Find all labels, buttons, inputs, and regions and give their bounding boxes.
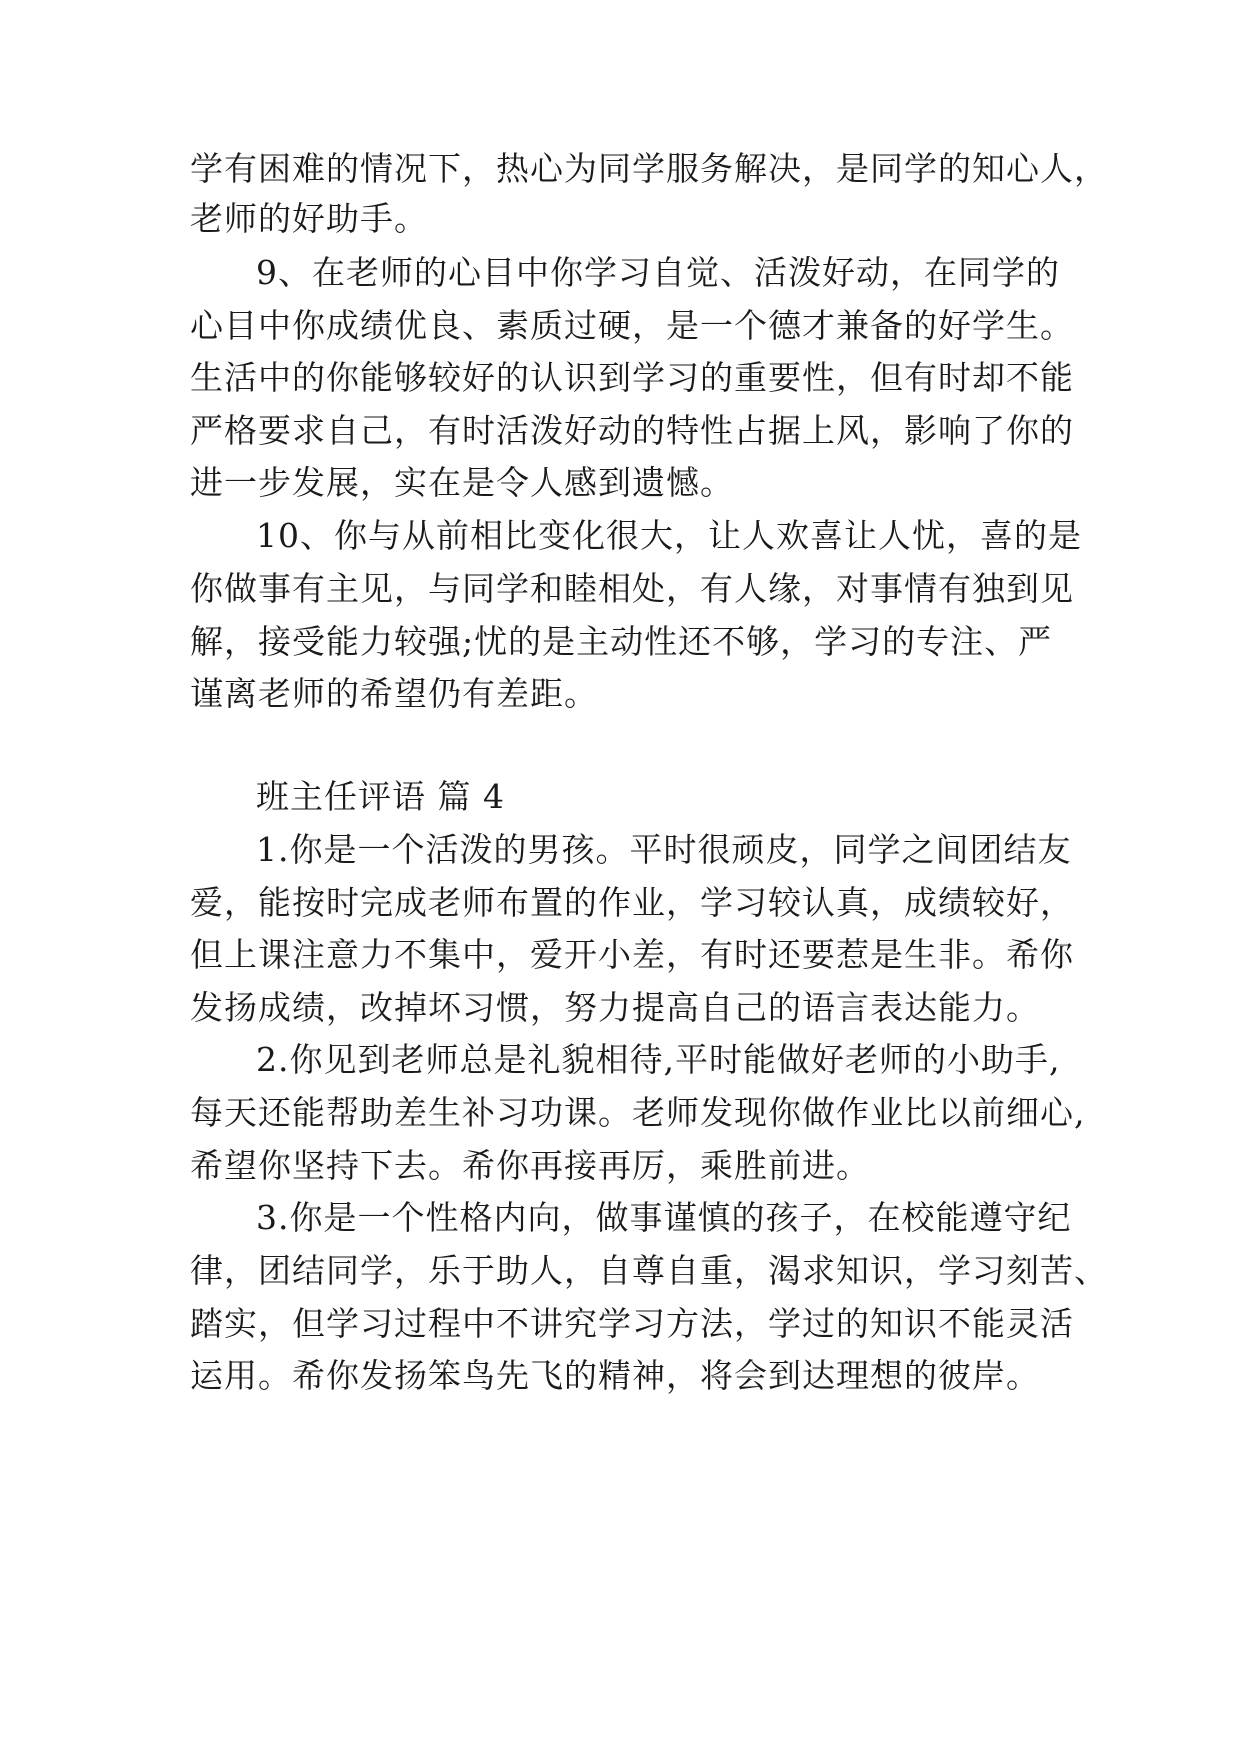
entry-3-line: 律，团结同学，乐于助人，自尊自重，渴求知识，学习刻苦、	[190, 1251, 1108, 1290]
entry-1-line: 爱，能按时完成老师布置的作业，学习较认真，成绩较好，	[190, 883, 1074, 922]
item-9-line: 心目中你成绩优良、素质过硬，是一个德才兼备的好学生。	[190, 306, 1074, 345]
item-10-line: 你做事有主见，与同学和睦相处，有人缘，对事情有独到见	[190, 569, 1074, 608]
item-10-line: 解，接受能力较强;忧的是主动性还不够，学习的专注、严	[190, 622, 1053, 661]
entry-3-line: 运用。希你发扬笨鸟先飞的精神，将会到达理想的彼岸。	[190, 1356, 1040, 1395]
item-10-line: 10、你与从前相比变化很大，让人欢喜让人忧，喜的是	[256, 516, 1082, 555]
entry-1-line: 但上课注意力不集中，爱开小差，有时还要惹是生非。希你	[190, 935, 1074, 974]
entry-2-line: 每天还能帮助差生补习功课。老师发现你做作业比以前细心,	[190, 1093, 1086, 1132]
paragraph-continuation-line: 老师的好助手。	[190, 199, 428, 238]
entry-1-line: 发扬成绩，改掉坏习惯，努力提高自己的语言表达能力。	[190, 988, 1040, 1027]
entry-2-line: 2.你见到老师总是礼貌相待,平时能做好老师的小助手,	[256, 1040, 1061, 1079]
entry-3-line: 3.你是一个性格内向，做事谨慎的孩子，在校能遵守纪	[256, 1198, 1072, 1237]
paragraph-continuation-line: 学有困难的情况下，热心为同学服务解决，是同学的知心人，	[190, 149, 1108, 188]
item-10-line: 谨离老师的希望仍有差距。	[190, 674, 598, 713]
section-heading: 班主任评语 篇 4	[256, 777, 505, 816]
item-9-line: 进一步发展，实在是令人感到遗憾。	[190, 463, 734, 502]
entry-1-line: 1.你是一个活泼的男孩。平时很顽皮，同学之间团结友	[256, 830, 1072, 869]
item-9-line: 严格要求自己，有时活泼好动的特性占据上风，影响了你的	[190, 411, 1074, 450]
item-9-line: 9、在老师的心目中你学习自觉、活泼好动，在同学的	[256, 253, 1060, 292]
entry-3-line: 踏实，但学习过程中不讲究学习方法，学过的知识不能灵活	[190, 1304, 1074, 1343]
entry-2-line: 希望你坚持下去。希你再接再厉，乘胜前进。	[190, 1146, 870, 1185]
item-9-line: 生活中的你能够较好的认识到学习的重要性，但有时却不能	[190, 358, 1074, 397]
